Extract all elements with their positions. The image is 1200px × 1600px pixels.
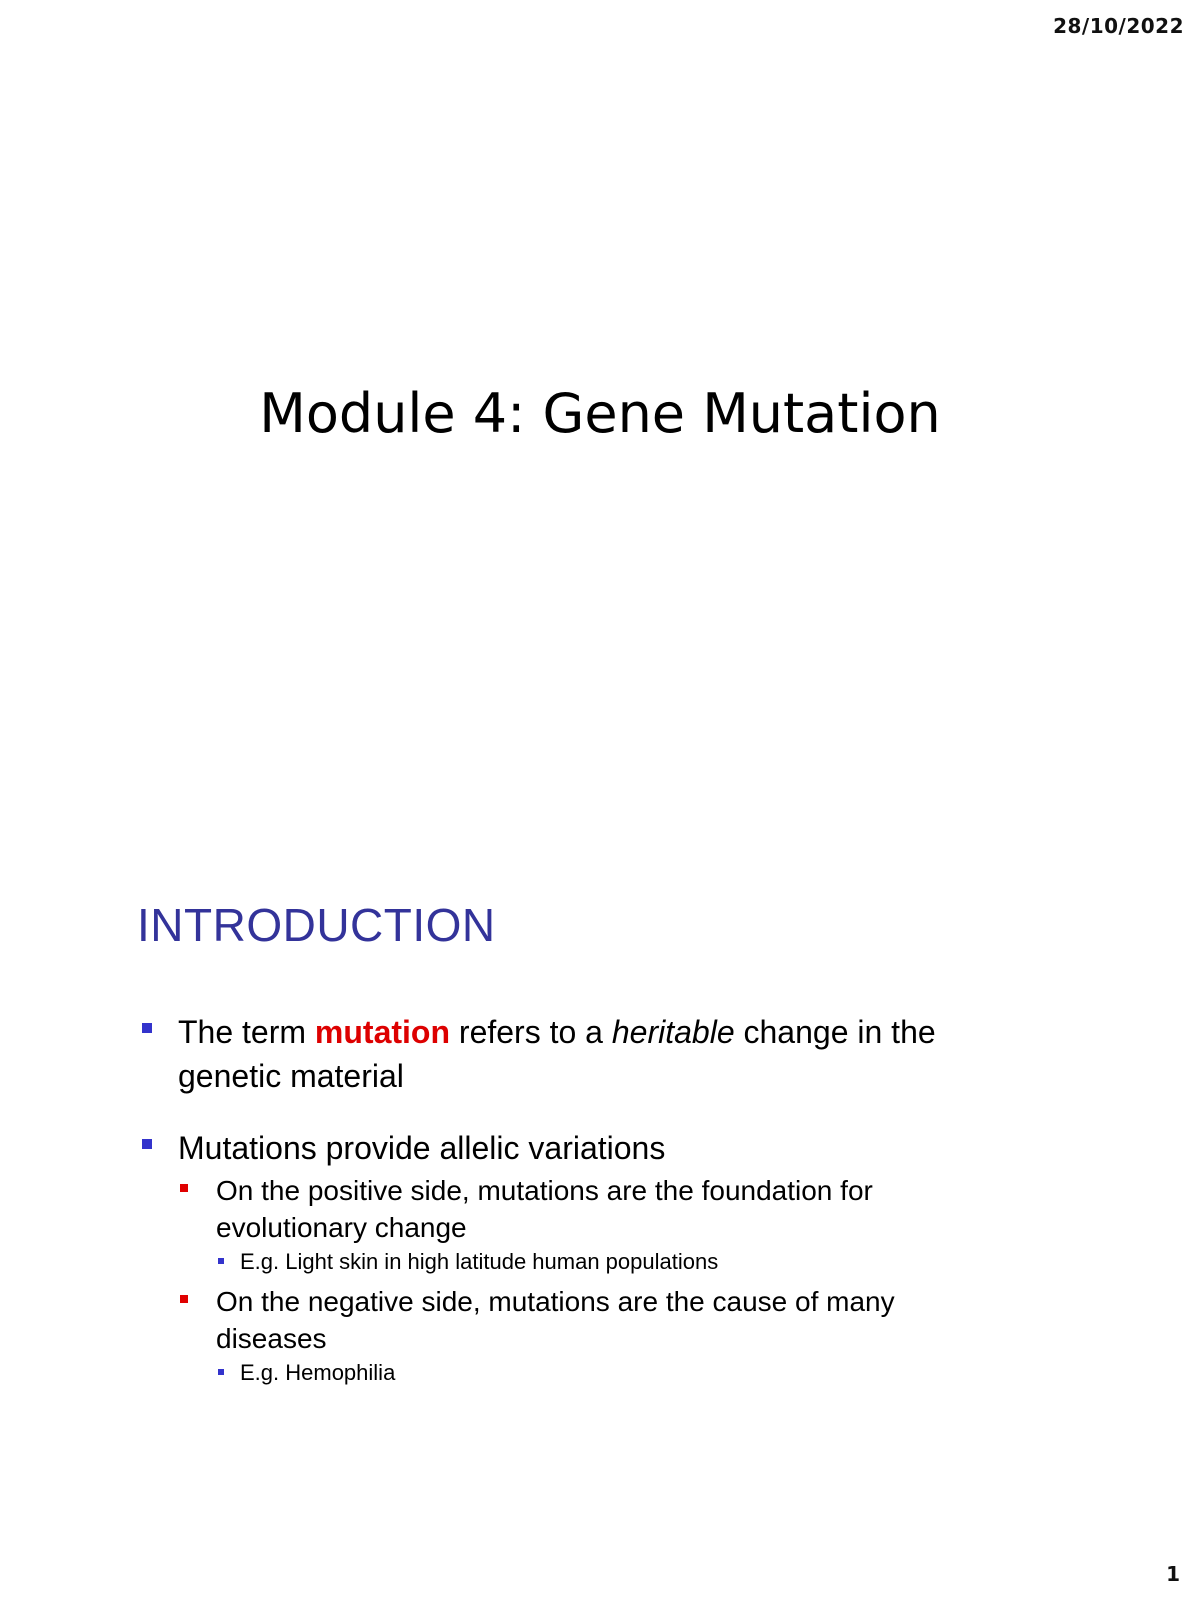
heritable-emphasis: heritable [611,1014,735,1050]
section-heading: INTRODUCTION [137,899,496,951]
page-date: 28/10/2022 [1053,14,1184,38]
mutation-term: mutation [314,1014,451,1050]
example-item [216,1357,1000,1388]
square-bullet-icon [218,1369,224,1375]
slide-title: Module 4: Gene Mutation [259,382,941,445]
sub-bullet-text: On the positive side, mutations are the foundation for evolutionary change [216,1175,873,1243]
sub-bullet-text: On the negative side, mutations are the cause of many diseases [216,1286,895,1354]
sub-bullet-item-positive [178,1172,1000,1277]
bullet-text-part: refers to a [450,1014,612,1050]
square-bullet-icon [142,1139,152,1149]
example-list [216,1246,1000,1277]
sub-bullet-item-negative [178,1283,1000,1388]
example-list [216,1357,1000,1388]
bullet-text-part: change in the genetic material [178,1014,936,1094]
square-bullet-icon [180,1295,188,1303]
bullet-text: Mutations provide allelic variations [178,1130,666,1166]
page-number: 1 [1166,1562,1180,1586]
square-bullet-icon [180,1184,188,1192]
example-text: E.g. Hemophilia [240,1360,396,1385]
bullet-item-allelic-variations [140,1126,1000,1388]
bullet-list [140,1010,1000,1416]
square-bullet-icon [218,1258,224,1264]
bullet-text-part: The term [178,1014,315,1050]
example-item [216,1246,1000,1277]
sub-bullet-list [178,1172,1000,1388]
square-bullet-icon [142,1023,152,1033]
bullet-item-mutation-definition [140,1010,1000,1098]
example-text: E.g. Light skin in high latitude human populations [240,1249,719,1274]
